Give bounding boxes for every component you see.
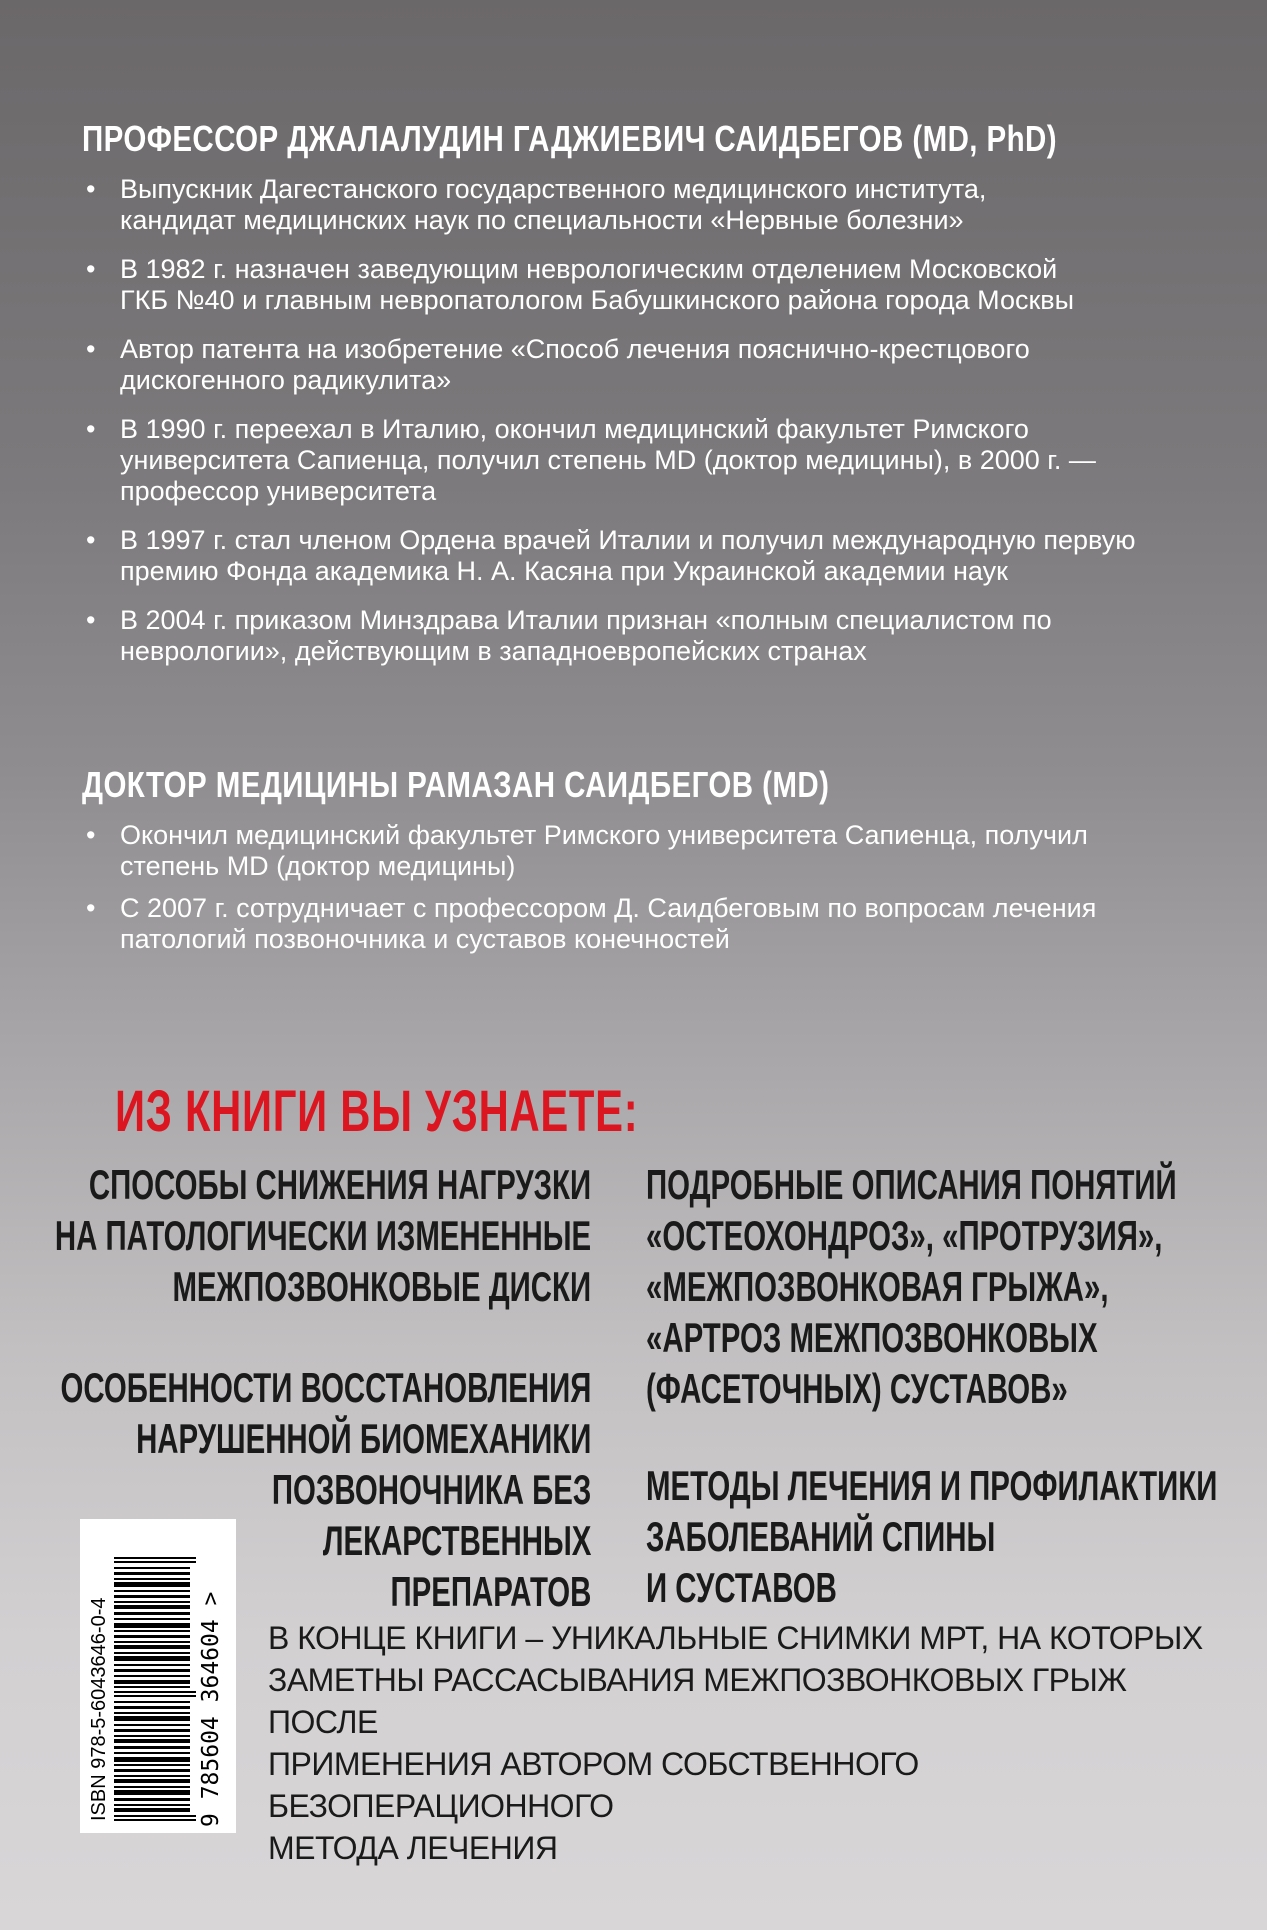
bullet-icon: • — [86, 334, 96, 364]
final-note: В КОНЦЕ КНИГИ – УНИКАЛЬНЫЕ СНИМКИ МРТ, НА КОТОРЫХ ЗАМЕТНЫ РАССАСЫВАНИЯ МЕЖПОЗВОНКОВЫХ ГРЫЖ ПОСЛЕ ПРИМЕНЕНИЯ АВТОРОМ СОБСТВЕННОГО БЕЗОПЕРАЦИОННОГО МЕТОДА ЛЕЧЕНИЯ — [268, 1620, 1203, 1866]
bullet-icon: • — [86, 525, 96, 555]
topic-definitions: ПОДРОБНЫЕ ОПИСАНИЯ ПОНЯТИЙ «ОСТЕОХОНДРОЗ», «ПРОТРУЗИЯ», «МЕЖПОЗВОНКОВАЯ ГРЫЖА», «АРТРОЗ МЕЖПОЗВОНКОВЫХ (ФАСЕТОЧНЫХ) СУСТАВОВ» — [646, 1161, 1177, 1412]
bullet-icon: • — [86, 820, 96, 850]
bullet-item: • С 2007 г. сотрудничает с профессором Д. Саидбеговым по вопросам лечения патологий позвоночника и суставов конечностей — [86, 893, 1097, 954]
topic-treatment-methods: МЕТОДЫ ЛЕЧЕНИЯ И ПРОФИЛАКТИКИ ЗАБОЛЕВАНИЙ СПИНЫ И СУСТАВОВ — [646, 1462, 1218, 1611]
topic-load-reduction: СПОСОБЫ СНИЖЕНИЯ НАГРУЗКИ НА ПАТОЛОГИЧЕСКИ ИЗМЕНЕННЫЕ МЕЖПОЗВОНКОВЫЕ ДИСКИ — [54, 1161, 592, 1310]
author-two-heading: ДОКТОР МЕДИЦИНЫ РАМАЗАН САИДБЕГОВ (MD) — [82, 764, 830, 805]
author-one-bullet-list — [82, 174, 1192, 667]
author-two-section — [82, 764, 1192, 966]
isbn-barcode — [80, 1519, 236, 1833]
bullet-item: • В 1990 г. переехал в Италию, окончил медицинский факультет Римского университета Сапиенца, получил степень MD (доктор медицины), в 2000 г. — профессор университета — [86, 414, 1096, 506]
author-one-heading: ПРОФЕССОР ДЖАЛАЛУДИН ГАДЖИЕВИЧ САИДБЕГОВ (MD, PhD) — [82, 118, 1058, 159]
bullet-item: • В 1982 г. назначен заведующим неврологическим отделением Московской ГКБ №40 и главным невропатологом Бабушкинского района города Москвы — [86, 254, 1075, 315]
author-one-section — [82, 118, 1192, 685]
bullet-item: • Окончил медицинский факультет Римского университета Сапиенца, получил степень MD (доктор медицины) — [86, 820, 1088, 881]
bullet-icon: • — [86, 414, 96, 444]
barcode-digits: 9 785604 364604 > — [198, 1591, 224, 1827]
bullet-icon: • — [86, 893, 96, 923]
author-two-bullet-list — [82, 820, 1192, 955]
topic-biomechanics: ОСОБЕННОСТИ ВОССТАНОВЛЕНИЯ НАРУШЕННОЙ БИОМЕХАНИКИ ПОЗВОНОЧНИКА БЕЗ ЛЕКАРСТВЕННЫХ ПРЕПАРАТОВ — [60, 1364, 591, 1615]
bullet-icon: • — [86, 174, 96, 204]
bullet-item: • Автор патента на изобретение «Способ лечения пояснично-крестцового дискогенного радикулита» — [86, 334, 1030, 395]
barcode-icon — [114, 1551, 196, 1821]
bullet-icon: • — [86, 254, 96, 284]
bullet-item: • В 1997 г. стал членом Ордена врачей Италии и получил международную первую премию Фонда академика Н. А. Касяна при Украинской академии наук — [86, 525, 1136, 586]
isbn-label: ISBN 978-5-6043646-0-4 — [88, 1597, 110, 1821]
learn-heading: ИЗ КНИГИ ВЫ УЗНАЕТЕ: — [115, 1079, 639, 1145]
bullet-item: • В 2004 г. приказом Минздрава Италии признан «полным специалистом по неврологии», действующим в западноевропейских странах — [86, 605, 1052, 666]
bullet-item: • Выпускник Дагестанского государственного медицинского института, кандидат медицинских наук по специальности «Нервные болезни» — [86, 174, 987, 235]
bullet-icon: • — [86, 605, 96, 635]
